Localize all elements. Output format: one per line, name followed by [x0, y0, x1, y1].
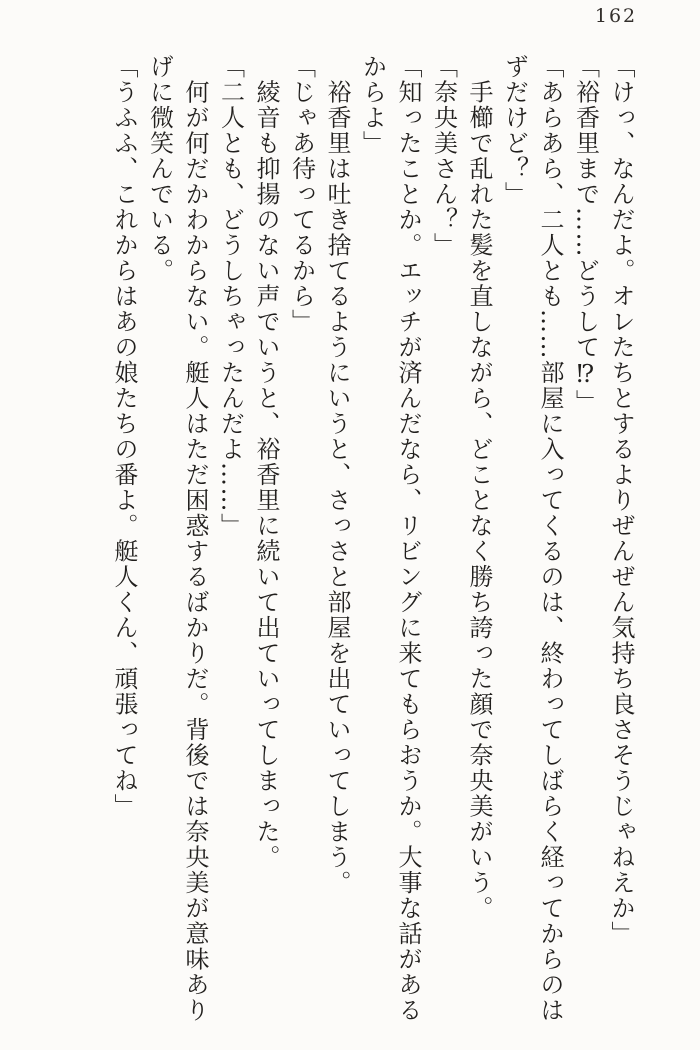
text-column: 綾音も抑揚のない声でいうと、裕香里に続いて出ていってしまった。 [252, 54, 280, 870]
text-column: からよ」 [358, 54, 387, 156]
text-column: 「裕香里まで……どうして⁉」 [571, 54, 600, 415]
text-column: ずだけど？」 [500, 54, 529, 207]
text-column: 裕香里は吐き捨てるようにいうと、さっさと部屋を出ていってしまう。 [323, 54, 351, 896]
text-columns [106, 54, 639, 1046]
text-column: 手櫛で乱れた髪を直しながら、どことなく勝ち誇った顔で奈央美がいう。 [465, 54, 493, 921]
text-column: 「知ったことか。エッチが済んだなら、リビングに来てもらおうか。大事な話がある [394, 54, 422, 1023]
text-column: 「うふふ、これからはあの娘たちの番よ。艇人くん、頑張ってね」 [110, 54, 138, 819]
text-column: 「奈央美さん？」 [429, 54, 458, 258]
text-column: 「二人とも、どうしちゃったんだよ……」 [216, 54, 245, 539]
text-column: 何が何だかわからない。艇人はただ困惑するばかりだ。背後では奈央美が意味あり [181, 54, 209, 1023]
page-number: 162 [594, 5, 638, 27]
text-column: げに微笑んでいる。 [145, 54, 174, 284]
text-column: 「じゃあ待ってるから」 [287, 54, 316, 335]
text-column: 「あらあら、二人とも……部屋に入ってくるのは、終わってしばらく経ってからのは [536, 54, 564, 1023]
text-column: 「けっ、なんだよ。オレたちとするよりぜんぜん気持ち良さそうじゃねえか」 [607, 54, 635, 947]
